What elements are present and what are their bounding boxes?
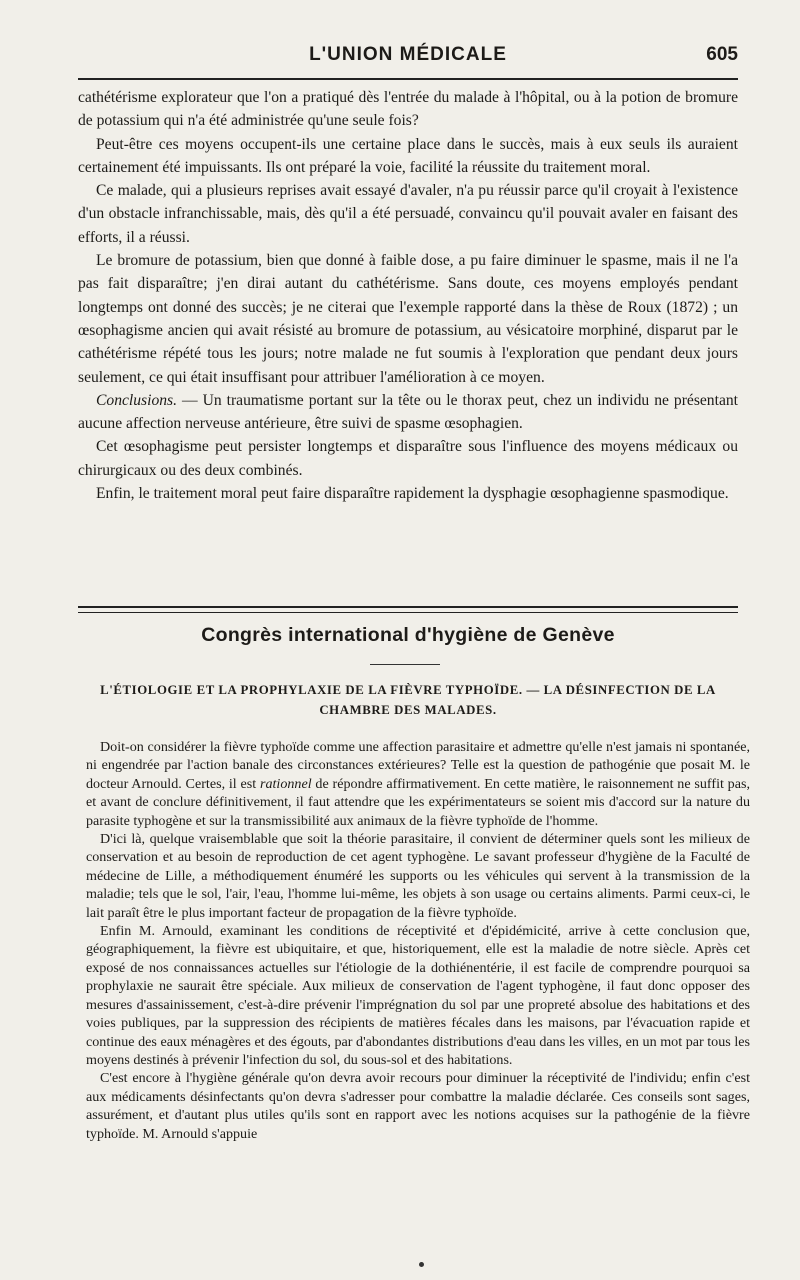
paragraph-text: Doit-on considérer la fièvre typhoïde comme une affection parasitaire et admettre qu'elle n'est jamais ni spontanée, ni engendrée par l'action banale des circonstances extérieures? Telle est la question de pathogénie que posait M. le docteur Arnould. Certes, il est xyxy=(86,739,750,792)
paragraph: C'est encore à l'hygiène générale qu'on devra avoir recours pour diminuer la réceptivité de l'individu; enfin c'est aux médicaments désinfectants qu'on devra s'adresser pour combattre la maladie déclarée. Ces conseils sont sages, assurément, et d'autant plus utiles qu'ils sont en rapport avec les notions acquises sur la pathogénie de la fièvre typhoïde. M. Arnould s'appuie xyxy=(86,1070,750,1142)
printer-mark xyxy=(419,1262,424,1267)
paragraph: Ce malade, qui a plusieurs reprises avait essayé d'avaler, n'a pu réussir parce qu'il croyait à l'existence d'un obstacle infranchissable, mais, dès qu'il a été persuadé, convaincu qu'il pouvait avaler en faisant des efforts, il a réussi. xyxy=(78,182,738,246)
header-rule xyxy=(78,78,738,80)
paragraph: D'ici là, quelque vraisemblable que soit la théorie parasitaire, il convient de déterminer quels sont les milieux de conservation et au besoin de reproduction de cet agent typhogène. Le savant professeur d'hygiène de la Faculté de médecine de Lille, a méthodiquement énuméré les supports ou les véhicules qui servent à la transmission de la maladie; tels que le sol, l'air, l'eau, l'homme lui-même, les objets à son usage ou certains aliments. Parmi ceux-ci, le lait paraît être le plus important facteur de propagation de la fièvre typhoïde. xyxy=(86,831,750,921)
short-divider xyxy=(370,664,440,665)
running-header xyxy=(78,44,738,74)
paragraph xyxy=(86,738,750,830)
congress-heading: Congrès international d'hygiène de Genève xyxy=(201,624,615,646)
article-body xyxy=(86,738,750,1143)
paragraph: Le bromure de potassium, bien que donné à faible dose, a pu faire diminuer le spasme, mais il ne l'a pas fait disparaître; j'en dirai autant du cathétérisme. Sans doute, ces moyens employés pendant longtemps ont donné des succès; je ne citerai que l'exemple rapporté dans la thèse de Roux (1872) ; un œsophagisme ancien qui avait résisté au bromure de potassium, au vésicatoire morphiné, disparut par le cathétérisme répété tous les jours; notre malade ne fut soumis à l'exploration que pendant deux jours seulement, ce qui était insuffisant pour attribuer l'amélioration à ce moyen. xyxy=(78,252,738,386)
article-title: L'ÉTIOLOGIE ET LA PROPHYLAXIE DE LA FIÈVRE TYPHOÏDE. — LA DÉSINFECTION DE LA CHAMBRE DES MALADES. xyxy=(100,683,716,717)
conclusions-text: — Un traumatisme portant sur la tête ou le thorax peut, chez un individu ne présentant aucune affection nerveuse antérieure, être suivi de spasme œsophagien. xyxy=(78,391,738,433)
section-divider xyxy=(78,606,738,613)
paragraph: Enfin M. Arnould, examinant les conditions de réceptivité et d'épidémicité, arrive à cette conclusion que, géographiquement, la fièvre est ubiquitaire, et que, historiquement, elle est la maladie de notre siècle. Après cet exposé de nos connaissances actuelles sur l'étiologie de la dothiénentérie, il est facile de comprendre pourquoi sa prophylaxie ne saurait être spéciale. Aux milieux de conservation de l'agent typhogène, il faut donc opposer des mesures d'assainissement, c'est-à-dire prévenir l'imprégnation du sol par une propreté absolue des habitations et des voies publiques, par la suppression des récipients de matières fécales dans les maisons, par l'évacuation rapide et continue des eaux ménagères et des égouts, par d'abondantes distributions d'eau dans les villes, en un mot par tous les moyens destinés à prévenir l'infection du sol, du sous-sol et des habitations. xyxy=(86,923,750,1068)
journal-title: L'UNION MÉDICALE xyxy=(309,44,507,65)
conclusions-label: Conclusions. xyxy=(96,391,178,409)
page-number: 605 xyxy=(706,44,738,65)
paragraph-text: de répondre affirmativement. En cette matière, le raisonnement ne suffit pas, et avant de conclure définitivement, il faut attendre que les expérimentateurs se soient mis d'accord sur la nature du parasite typhogène et sur la transmissibilité aux animaux de la fièvre typhoïde de l'homme. xyxy=(86,775,750,829)
paragraph: Cet œsophagisme peut persister longtemps et disparaître sous l'influence des moyens médicaux ou chirurgicaux ou des deux combinés. xyxy=(78,438,738,479)
emphasis: rationnel xyxy=(259,775,312,792)
paragraph: Enfin, le traitement moral peut faire disparaître rapidement la dysphagie œsophagienne spasmodique. xyxy=(96,485,729,503)
conclusions-paragraph xyxy=(78,389,738,436)
article-continuation xyxy=(78,86,738,505)
paragraph: cathétérisme explorateur que l'on a pratiqué dès l'entrée du malade à l'hôpital, ou à la potion de bromure de potassium qui n'a été administrée qu'une seule fois? xyxy=(78,89,738,130)
paragraph: Peut-être ces moyens occupent-ils une certaine place dans le succès, mais à eux seuls ils auraient certainement été impuissants. Ils ont préparé la voie, facilité la réussite du traitement moral. xyxy=(78,135,738,176)
